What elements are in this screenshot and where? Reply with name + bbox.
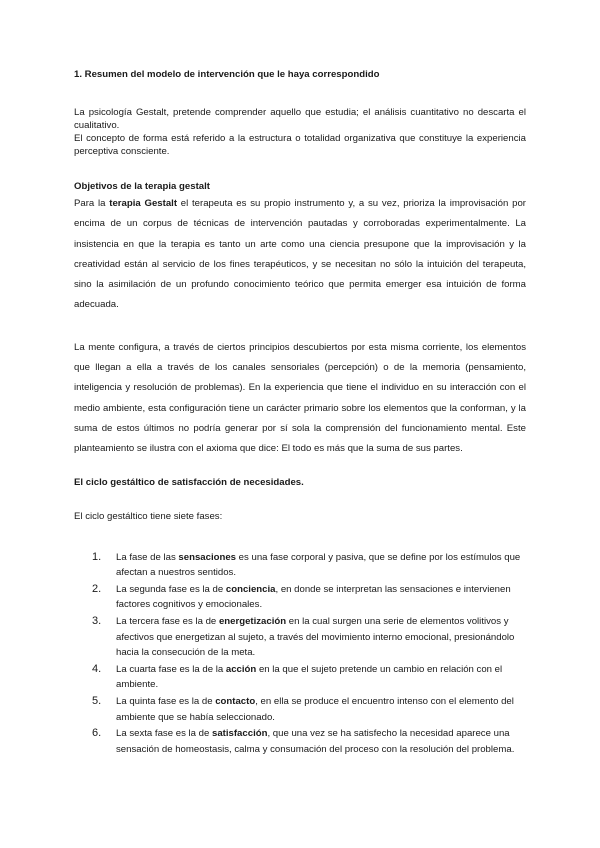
objectives-bold-term: terapia Gestalt [109, 198, 178, 209]
list-item [74, 614, 526, 661]
intro-paragraph-2: El concepto de forma está referido a la estructura o totalidad organizativa que constituye la experiencia perceptiva consciente. [74, 133, 526, 157]
list-item-number: 1. [92, 550, 102, 563]
list-item-text [116, 550, 526, 581]
list-item-number: 5. [92, 694, 102, 707]
phase-pre: La cuarta fase es la de la [116, 663, 226, 675]
phase-bold: contacto [215, 695, 256, 707]
phase-bold: sensaciones [178, 551, 237, 563]
list-item [74, 694, 526, 725]
list-item-text [116, 694, 526, 725]
phases-list [74, 550, 526, 758]
intro-block [74, 106, 526, 158]
cycle-intro: El ciclo gestáltico tiene siete fases: [74, 510, 223, 522]
document-page [74, 68, 526, 758]
phase-post: , en donde se interpretan las sensaciones e intervienen factores cognitivos y emocionales. [116, 583, 511, 611]
objectives-paragraph-1 [74, 194, 526, 316]
phase-pre: La tercera fase es la de [116, 615, 219, 627]
list-item-text [116, 726, 526, 757]
objectives-rest: el terapeuta es su propio instrumento y, a su vez, prioriza la improvisación por encima de un corpus de técnicas de intervención pautadas y corroboradas experimentalmente. La insistencia en que la terapia es tanto un arte como una ciencia presupone que la improvisación y la creatividad están al servicio de los fines terapéuticos, y se necesitan no sólo la intuición del terapeuta, sino la asimilación de un profundo conocimiento teórico que permita emerger esa intuición de forma adecuada. [74, 198, 526, 311]
list-item-number: 3. [92, 614, 102, 627]
list-item [74, 582, 526, 613]
list-item-number: 6. [92, 727, 102, 740]
list-item-text [116, 582, 526, 613]
objectives-title: Objetivos de la terapia gestalt [74, 181, 210, 192]
phase-bold: acción [225, 663, 257, 675]
objectives-lead: Para la [74, 198, 110, 209]
list-item-number: 2. [92, 582, 102, 595]
phase-post: , en ella se produce el encuentro intenso con el elemento del ambiente que se había seleccionado. [116, 695, 514, 723]
objectives-paragraph-2: La mente configura, a través de ciertos principios descubiertos por esta misma corriente, los elementos que llegan a ella a través de los canales sensoriales (percepción) o de la memoria (pensamiento, inteligencia y resolución de problemas). En la experiencia que tiene el individuo en su interacción con el medio ambiente, esta configuración tiene un carácter primario sobre los elementos que la conforman, y la suma de estos últimos no podría generar por sí sola la comprensión del funcionamiento mental. Este planteamiento se ilustra con el axioma que dice: El todo es más que la suma de sus partes. [74, 341, 526, 455]
phase-pre: La fase de las [116, 551, 179, 563]
section-heading: 1. Resumen del modelo de intervención que le haya correspondido [74, 69, 380, 80]
phase-bold: energetización [218, 615, 287, 627]
intro-paragraph-1: La psicología Gestalt, pretende comprender aquello que estudia; el análisis cuantitativo no descarta el cualitativo. [74, 107, 526, 131]
phase-pre: La segunda fase es la de [116, 583, 226, 595]
phase-pre: La quinta fase es la de [116, 695, 216, 707]
list-item [74, 726, 526, 757]
cycle-title: El ciclo gestáltico de satisfacción de necesidades. [74, 476, 304, 488]
phase-bold: satisfacción [212, 728, 268, 740]
list-item [74, 550, 526, 581]
phase-post: en la que el sujeto pretende un cambio en relación con el ambiente. [116, 663, 503, 691]
list-item-text [116, 614, 526, 661]
phase-bold: conciencia [225, 583, 276, 595]
phase-post: , que una vez se ha satisfecho la necesidad aparece una sensación de homeostasis, calma y consumación del proceso con la resolución del problema. [116, 728, 515, 755]
list-item [74, 662, 526, 693]
phase-post: en la cual surgen una serie de elementos volitivos y afectivos que energetizan al sujeto, a través del movimiento interno emocional, presionándolo hacia la consecución de la meta. [116, 615, 515, 659]
list-item-text [116, 662, 526, 693]
phase-post: es una fase corporal y pasiva, que se define por los estímulos que afectan a nuestros sentidos. [116, 551, 521, 579]
list-item-number: 4. [92, 662, 102, 675]
phase-pre: La sexta fase es la de [116, 728, 212, 740]
